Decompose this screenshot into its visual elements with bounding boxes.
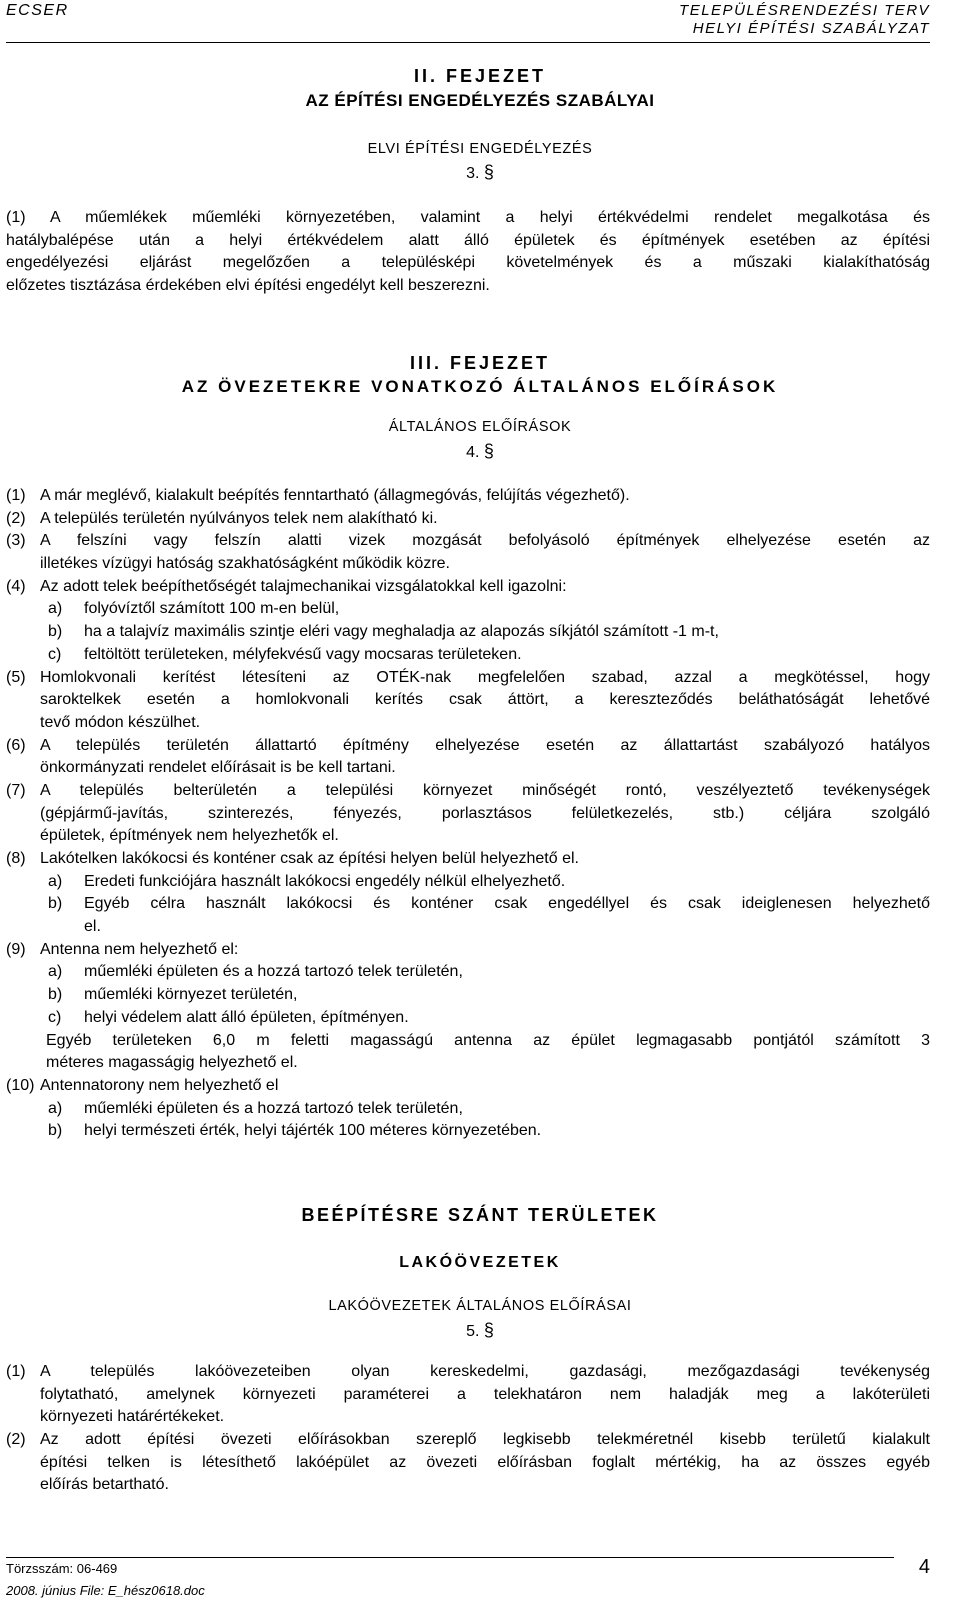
sub-item: c) helyi védelem alatt álló épületen, építményen. [48,1008,409,1026]
chapter2-title: AZ ÉPÍTÉSI ENGEDÉLYEZÉS SZABÁLYAI [305,91,655,110]
section-number: 4. [466,444,480,461]
list-item: (1) A már meglévő, kialakult beépítés fenntartható (állagmegóvás, felújítás végezhető). [6,487,630,504]
list-item-continued: (gépjármű-javítás, szinterezés, fényezés, porlasztásos felületkezelés, stb.) céljára szolgáló [40,804,930,822]
sub-item: b) műemléki környezet területén, [48,986,298,1004]
list-item: (7) A település belterületén a települési környezet minőségét rontó, veszélyeztető tevékenységek [6,781,930,799]
list-item: (4) Az adott telek beépíthetőségét talajmechanikai vizsgálatokkal kell igazolni: [6,577,567,595]
chapter3-subtitle: ÁLTALÁNOS ELŐÍRÁSOK [388,419,572,435]
header-doc-type [679,2,930,38]
list-item-continued: épületek, építmények nem helyezhetők el. [40,827,339,845]
list-item-continued: illetékes vízügyi hatóság szakhatóságként működik közre. [40,555,450,573]
sub-item: c) feltöltött területeken, mélyfekvésű vagy mocsaras területeken. [48,645,522,663]
chapter2-paragraph [6,207,930,298]
list-item-continued: építési telken is létesíthető lakóépület az övezeti előírásban foglalt mértékig, ha az összes egyéb [40,1453,930,1471]
list-item: (9) Antenna nem helyezhető el: [6,940,239,958]
list-item-continued: környezeti határértékeket. [40,1408,225,1426]
section-4-items [6,485,930,1143]
build-zone-subtitle: LAKÓÖVEZETEK [399,1254,561,1271]
footer-divider [6,1557,894,1558]
sub-item: a) folyóvíztől számított 100 m-en belül, [48,600,340,618]
list-item-continued: saroktelkek esetén a homlokvonali kerítés csak áttört, a kereszteződés beláthatóságát lehetővé [40,691,930,709]
list-item-continued: folytatható, amelynek környezeti paraméterei a telekhatáron nem haladják meg a lakóterületi [40,1385,930,1403]
sub-item-continued: el. [84,918,101,936]
paragraph-line: (1) A műemlékek műemléki környezetében, valamint a helyi értékvédelmi rendelet megalkotása és [6,209,930,226]
list-item: (6) A település területén állattartó építmény elhelyezése esetén az állattartást szabályozó hatályos [6,736,930,754]
sub-item: a) műemléki épületen és a hozzá tartozó telek területén, [48,1099,463,1117]
section-sign: § [483,441,494,461]
chapter3-title: AZ ÖVEZETEKRE VONATKOZÓ ÁLTALÁNOS ELŐÍRÁSOK [181,377,779,396]
section-5-items [6,1361,930,1497]
list-item-continued: önkormányzati rendelet előírásait is be kell tartani. [40,759,396,777]
list-item: (2) A település területén nyúlványos telek nem alakítható ki. [6,509,438,527]
footer-file-info: 2008. június File: E_hész0618.doc [6,1583,205,1598]
header-right-line1: TELEPÜLÉSRENDEZÉSI TERV [679,2,930,19]
list-item-continued: tevő módon készülhet. [40,713,201,731]
list-item-note: méteres magasságig helyezhető el. [46,1054,298,1072]
sub-item: a) műemléki épületen és a hozzá tartozó telek területén, [48,963,463,981]
list-item: (1) A település lakóövezeteiben olyan kereskedelmi, gazdasági, mezőgazdasági tevékenység [6,1363,930,1380]
paragraph-line: előzetes tisztázása érdekében elvi építési engedélyt kell beszerezni. [6,277,490,295]
sub-item: b) ha a talajvíz maximális szintje eléri vagy meghaladja az alapozás síkjától számított -1 m-t, [48,623,719,641]
build-zone-title: BEÉPÍTÉSRE SZÁNT TERÜLETEK [301,1205,659,1225]
sub-item: b) helyi természeti érték, helyi tájérték 100 méteres környezetében. [48,1122,542,1140]
section-3-heading [0,162,960,183]
sub-item: a) Eredeti funkciójára használt lakókocsi engedély nélkül elhelyezhető. [48,872,566,890]
section-sign: § [483,162,494,182]
header-right-line2: HELYI ÉPÍTÉSI SZABÁLYZAT [692,20,930,37]
footer-reg-number: Törzsszám: 06-469 [6,1561,118,1576]
paragraph-line: hatálybalépése után a helyi értékvédelem alatt álló épületek és építmények esetében az építési [6,231,930,249]
section-number: 3. [466,165,480,182]
section-4-heading [0,441,960,462]
paragraph-line: engedélyezési eljárást megelőzően a településképi követelmények és a műszaki kialakíthatóság [6,254,930,272]
list-item: (2) Az adott építési övezeti előírásokban szereplő legkisebb telekméretnél kisebb területű kialakult [6,1431,930,1449]
list-item-continued: előírás betartható. [40,1476,169,1494]
sub-item: b) Egyéb célra használt lakókocsi és konténer csak engedéllyel és csak ideiglenesen helyezhető [48,895,930,913]
section-sign: § [483,1320,494,1340]
section-number: 5. [466,1323,480,1340]
list-item: (5) Homlokvonali kerítést létesíteni az OTÉK-nak megfelelően szabad, azzal a megkötéssel, hogy [6,668,930,686]
header-project: ECSER [6,2,69,19]
list-item-note: Egyéb területeken 6,0 m feletti magasságú antenna az épület legmagasabb pontjától számított 3 [46,1031,930,1049]
list-item: (8) Lakótelken lakókocsi és konténer csak az építési helyen belül helyezhető el. [6,850,579,867]
section-5-heading [0,1320,960,1341]
chapter3-number: III. FEJEZET [409,353,551,373]
chapter2-subtitle: ELVI ÉPÍTÉSI ENGEDÉLYEZÉS [367,141,593,157]
page-header [6,0,930,43]
list-item: (3) A felszíni vagy felszín alatti vizek mozgását befolyásoló építmények elhelyezése esetén az [6,532,930,550]
build-zone-sub2: LAKÓÖVEZETEK ÁLTALÁNOS ELŐÍRÁSAI [328,1298,632,1314]
list-item: (10) Antennatorony nem helyezhető el [6,1076,279,1094]
page-number: 4 [918,1556,930,1578]
chapter2-number: II. FEJEZET [413,66,547,86]
